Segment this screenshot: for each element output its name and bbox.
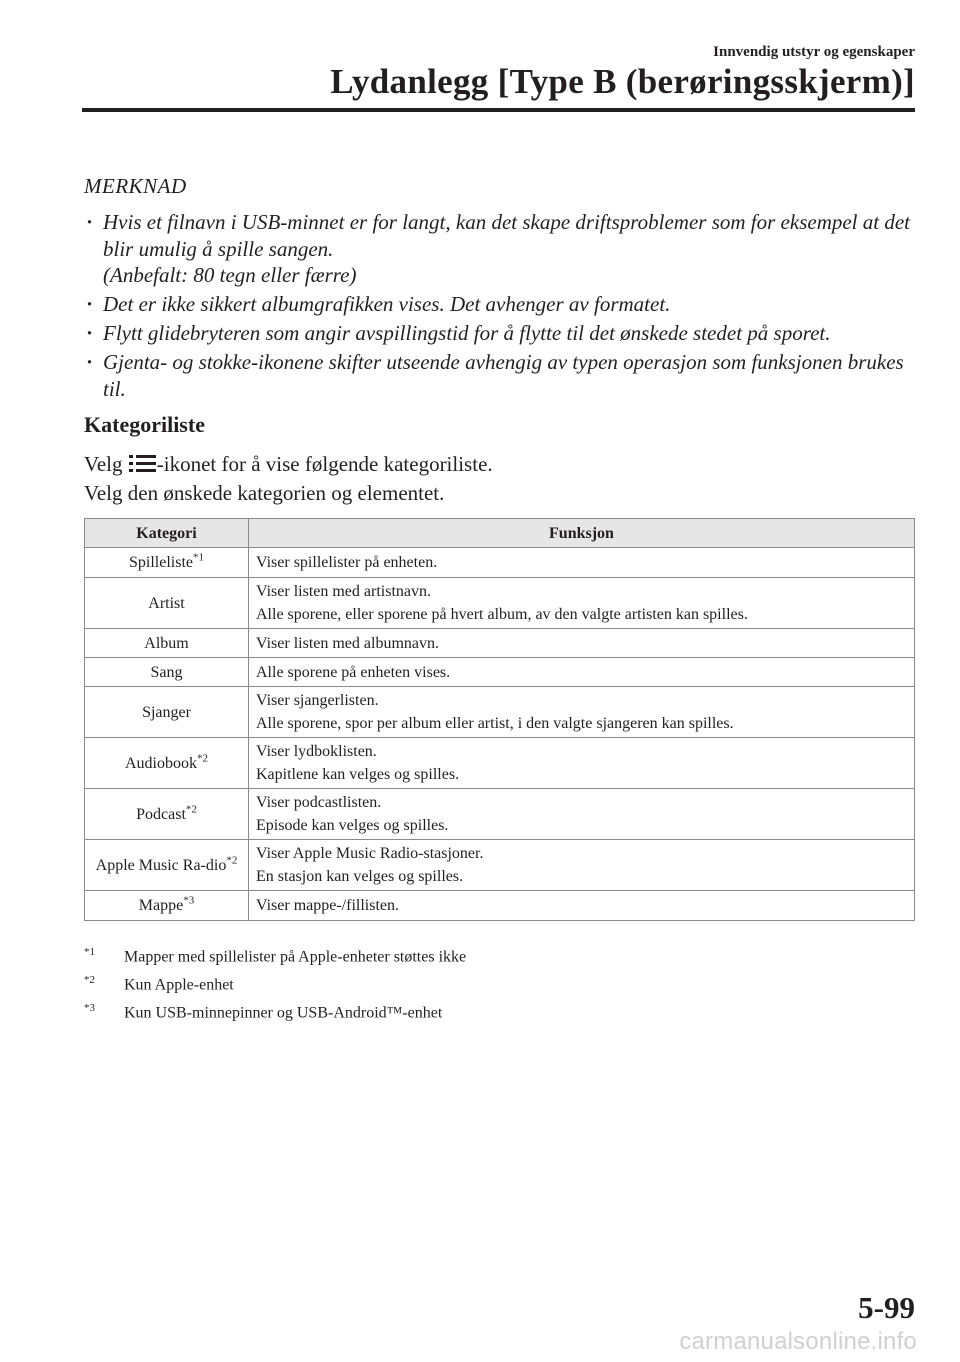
function-cell (249, 891, 915, 921)
category-table (84, 518, 915, 921)
section-heading: Kategoriliste (84, 412, 205, 437)
category-name: Spilleliste (129, 554, 193, 571)
function-cell (249, 789, 915, 840)
category-cell (85, 891, 249, 921)
category-name: Album (144, 634, 189, 652)
function-cell (249, 548, 915, 578)
function-text: Viser sjangerlisten. (256, 692, 379, 709)
table-row (85, 687, 915, 738)
note-list (84, 209, 916, 405)
category-name: Apple Music Ra-dio (95, 856, 227, 874)
function-text: Viser listen med albumnavn. (256, 634, 439, 652)
footnote-mark: *2 (84, 973, 95, 986)
category-cell (85, 687, 249, 738)
table-row (85, 789, 915, 840)
footnote-ref: *3 (183, 894, 195, 907)
footnote-text: Mapper med spillelister på Apple-enheter støttes ikke (124, 948, 467, 966)
footnote (84, 969, 466, 997)
table-row (85, 658, 915, 687)
column-header-category: Kategori (85, 519, 249, 548)
function-text: Viser Apple Music Radio-stasjoner. (256, 845, 484, 862)
function-text: Alle sporene på enheten vises. (256, 663, 451, 681)
function-cell (249, 578, 915, 629)
table-row (85, 891, 915, 921)
category-cell (85, 578, 249, 629)
function-text: Kapitlene kan velges og spilles. (256, 766, 460, 783)
note-title: MERKNAD (84, 174, 187, 198)
instruction-text: Velg (84, 452, 128, 476)
instruction-line-1 (84, 452, 493, 477)
note-item (84, 320, 916, 347)
footnotes (84, 941, 466, 1024)
function-cell (249, 840, 915, 891)
function-text: Episode kan velges og spilles. (256, 817, 449, 834)
footnote (84, 941, 466, 969)
note-item (84, 209, 916, 289)
function-text: Viser spillelister på enheten. (256, 554, 438, 571)
instruction-text: -ikonet for å vise følgende kategoriliste. (156, 452, 493, 476)
watermark: carmanualsonline.info (679, 1328, 917, 1355)
note-text: Hvis et filnavn i USB-minnet er for langt, kan det skape driftsproblemer som for eksempel at det blir umulig å spille sangen. (103, 210, 911, 261)
footnote-text: Kun Apple-enhet (124, 976, 234, 994)
note-text: Gjenta- og stokke-ikonene skifter utseende avhengig av typen operasjon som funksjonen brukes til. (103, 350, 904, 401)
category-name: Sjanger (142, 703, 191, 721)
function-cell (249, 658, 915, 687)
header-rule (82, 108, 915, 112)
category-name: Mappe (138, 897, 184, 914)
category-cell (85, 789, 249, 840)
category-name: Podcast (136, 805, 186, 823)
footnote-ref: *1 (193, 551, 204, 564)
table-row (85, 629, 915, 658)
note-item (84, 349, 916, 402)
table-header-row (85, 519, 915, 548)
note-text: Det er ikke sikkert albumgrafikken vises. Det avhenger av formatet. (103, 292, 671, 316)
note-text: (Anbefalt: 80 tegn eller færre) (103, 263, 357, 287)
footnote-mark: *3 (84, 1001, 95, 1014)
table-body (85, 548, 915, 921)
footnote-ref: *2 (226, 854, 238, 867)
table-row (85, 578, 915, 629)
page-number: 5-99 (858, 1290, 915, 1325)
footnote-mark: *1 (84, 946, 95, 958)
table-row (85, 548, 915, 578)
note-item (84, 291, 916, 318)
category-cell (85, 658, 249, 687)
footnote (84, 997, 466, 1025)
category-cell (85, 629, 249, 658)
function-text: En stasjon kan velges og spilles. (256, 868, 464, 885)
running-header-section: Innvendig utstyr og egenskaper (713, 44, 915, 60)
function-text: Viser listen med artistnavn. (256, 583, 431, 600)
function-cell (249, 738, 915, 789)
category-name: Audiobook (125, 754, 197, 772)
function-text: Viser mappe-/fillisten. (256, 897, 399, 914)
function-text: Alle sporene, spor per album eller artist, i den valgte sjangeren kan spilles. (256, 715, 734, 732)
footnote-ref: *2 (197, 752, 208, 765)
footnote-ref: *2 (185, 803, 197, 816)
instruction-line-2: Velg den ønskede kategorien og elementet. (84, 481, 445, 505)
function-text: Viser lydboklisten. (256, 743, 377, 760)
category-cell (85, 548, 249, 578)
function-cell (249, 687, 915, 738)
category-cell (85, 738, 249, 789)
list-menu-icon (129, 454, 156, 472)
function-text: Alle sporene, eller sporene på hvert album, av den valgte artisten kan spilles. (256, 606, 748, 623)
category-name: Sang (150, 663, 183, 681)
table-row (85, 738, 915, 789)
page-title: Lydanlegg [Type B (berøringsskjerm)] (330, 62, 915, 101)
footnote-text: Kun USB-minnepinner og USB-Android™-enhet (124, 1003, 443, 1021)
category-name: Artist (148, 594, 185, 612)
category-cell (85, 840, 249, 891)
table-row (85, 840, 915, 891)
function-text: Viser podcastlisten. (256, 794, 382, 811)
column-header-function: Funksjon (249, 519, 915, 548)
function-cell (249, 629, 915, 658)
note-text: Flytt glidebryteren som angir avspillingstid for å flytte til det ønskede stedet på sporet. (103, 321, 831, 345)
